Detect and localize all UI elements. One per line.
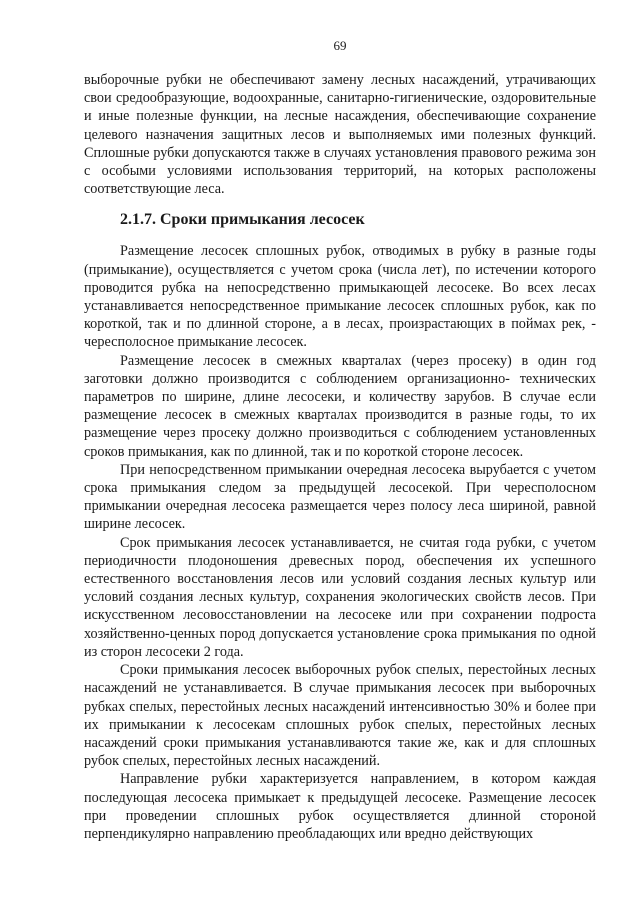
page-content bbox=[84, 71, 596, 843]
paragraph-direct-adjacency: При непосредственном примыкании очередная лесосека вырубается с учетом срока примыкания следом за предыдущей лесосекой. При чересполосном примыкании очередная лесосека размещается через полосу леса шириной, равной ширине лесосек. bbox=[84, 461, 596, 533]
document-page bbox=[84, 0, 596, 905]
intro-paragraph: выборочные рубки не обеспечивают замену лесных насаждений, утрачивающих свои средообразующие, водоохранные, санитарно-гигиенические, оздоровительные и иные полезные функции, на лесные насаждения, обеспечивающие сохранение целевого назначения защитных лесов и выполняемых ими полезных функций. Сплошные рубки допускаются также в случаях установления правового режима зон с особыми условиями использования территорий, на которых расположены соответствующие леса. bbox=[84, 72, 596, 198]
page-number: 69 bbox=[333, 38, 347, 53]
paragraph-adjacency-placement: Размещение лесосек сплошных рубок, отводимых в рубку в разные годы (примыкание), осуществляется с учетом срока (числа лет), по истечении которого проводится рубка на непосредственно примыкающей лесосеке. Во всех лесах устанавливается непосредственное примыкание лесосек сплошных рубок, как по короткой, так и по длинной стороне, а в лесах, произрастающих в поймах рек, - чересполосное примыкание лесосек. bbox=[84, 243, 596, 351]
paragraph-adjacent-quarters: Размещение лесосек в смежных кварталах (через просеку) в один год заготовки должно производится с соблюдением организационно- технических параметров по ширине, длине лесосеки, и количеству зарубов. В случае если размещение лесосек в смежных кварталах производится в разные годы, то их размещение через просеку должно производиться с соблюдением установленных сроков примыкания, как по длинной, так и по короткой стороне лесосек. bbox=[84, 352, 596, 460]
paragraph-cutting-direction: Направление рубки характеризуется направлением, в котором каждая последующая лесосека примыкает к предыдущей лесосеке. Размещение лесосек при проведении сплошных рубок осуществляется длинной стороной перпендикулярно направлению преобладающих или вредно действующих bbox=[84, 771, 596, 842]
paragraph-adjacency-term: Срок примыкания лесосек устанавливается, не считая года рубки, с учетом периодичности плодоношения древесных пород, обеспечения их успешного естественного восстановления лесов или условий создания лесных культур или условий создания лесных культур, сохранения экологических свойств лесов. При искусственном лесовосстановлении на лесосеке или при сохранении подроста хозяйственно-ценных пород допускается установление срока примыкания по одной из сторон лесосеки 2 года. bbox=[84, 534, 596, 660]
paragraph-selective-cuttings: Сроки примыкания лесосек выборочных рубок спелых, перестойных лесных насаждений не устанавливается. В случае примыкания лесосек при выборочных рубках спелых, перестойных лесных насаждений интенсивностью 30% и более при их примыкании к лесосекам сплошных рубок спелых, перестойных лесных насаждений сроки примыкания устанавливаются такие же, как и для сплошных рубок спелых, перестойных лесных насаждений. bbox=[84, 662, 596, 770]
section-heading: 2.1.7. Сроки примыкания лесосек bbox=[120, 211, 365, 229]
